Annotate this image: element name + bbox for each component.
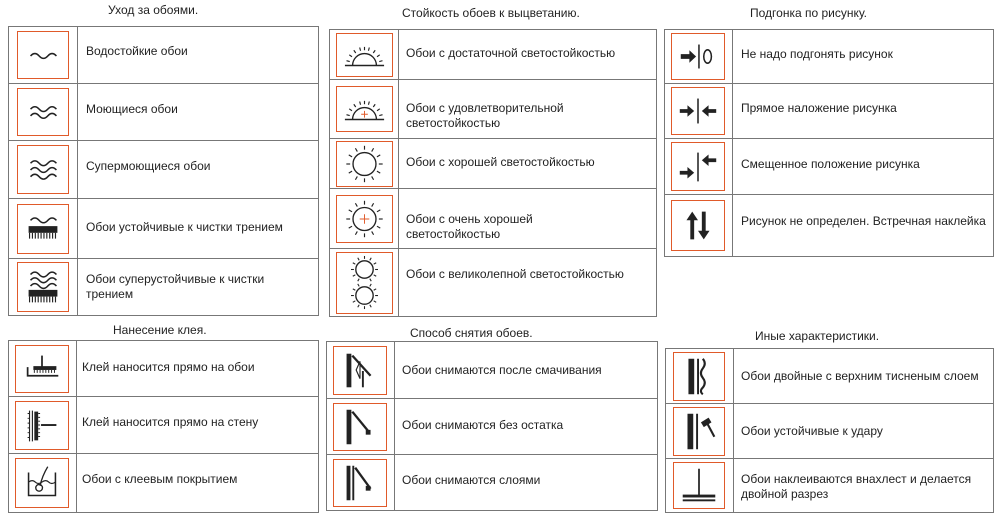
fade-row-4 [330, 189, 656, 249]
arrow-zero-icon [671, 33, 725, 80]
arrows-offset-icon [671, 142, 725, 191]
double-sun-icon [336, 252, 393, 314]
pattern-table [664, 29, 994, 257]
glue-label-2: Клей наносится прямо на стену [82, 415, 259, 429]
glue-row-3 [9, 454, 318, 512]
care-title: Уход за обоями. [108, 3, 199, 17]
care-table [8, 26, 319, 316]
removal-row-2 [327, 399, 657, 455]
pattern-label-4: Рисунок не определен. Встречная наклейка [741, 214, 986, 228]
care-label-5: Обои суперустойчивые к чистки трением [86, 272, 265, 301]
other-row-2 [666, 404, 993, 459]
care-row-5 [9, 259, 318, 315]
removal-title: Способ снятия обоев. [410, 326, 533, 340]
embossed-double-icon [673, 352, 725, 401]
glue-title: Нанесение клея. [113, 323, 207, 337]
half-sun-plus-icon [336, 86, 393, 132]
other-label-3: Обои наклеиваются внахлест и делается двойной разрез [741, 472, 972, 501]
other-title: Иные характеристики. [755, 329, 880, 343]
pattern-label-1: Не надо подгонять рисунок [741, 47, 893, 61]
other-table [665, 348, 994, 513]
pattern-row-4 [665, 195, 993, 256]
pattern-label-3: Смещенное положение рисунка [741, 157, 920, 171]
glue-table [8, 340, 319, 513]
arrows-straight-icon [671, 87, 725, 135]
fade-row-1 [330, 30, 656, 80]
full-sun-plus-icon [336, 195, 393, 243]
double-wave-icon [17, 88, 69, 136]
arrows-up-down-icon [671, 200, 725, 251]
pattern-title: Подгонка по рисунку. [750, 6, 867, 20]
removal-row-1 [327, 342, 657, 399]
care-label-1: Водостойкие обои [86, 44, 188, 58]
pattern-label-2: Прямое наложение рисунка [741, 101, 897, 115]
care-label-4: Обои устойчивые к чистки трением [86, 220, 283, 234]
other-row-1 [666, 349, 993, 404]
fade-label-4: Обои с очень хорошей светостойкостью [406, 212, 533, 241]
other-row-3 [666, 459, 993, 512]
glue-row-2 [9, 397, 318, 454]
glue-label-1: Клей наносится прямо на обои [82, 360, 255, 374]
prepasted-icon [15, 458, 69, 508]
pattern-row-1 [665, 30, 993, 84]
half-sun-icon [336, 33, 393, 77]
fade-title: Стойкость обоев к выцветанию. [402, 6, 580, 20]
peel-layers-icon [333, 459, 387, 507]
removal-label-2: Обои снимаются без остатка [402, 418, 564, 432]
triple-wave-icon [17, 145, 69, 194]
glue-on-wall-icon [15, 401, 69, 450]
fade-row-2 [330, 80, 656, 139]
glue-on-paper-icon [15, 345, 69, 393]
fade-label-1: Обои с достаточной светостойкостью [406, 46, 616, 60]
fade-table [329, 29, 657, 317]
single-wave-icon [17, 31, 69, 79]
wave-brush-icon [17, 204, 69, 254]
triple-wave-brush-icon [17, 262, 69, 312]
fade-row-3 [330, 139, 656, 189]
impact-hammer-icon [673, 407, 725, 456]
peel-clean-icon [333, 403, 387, 451]
removal-label-3: Обои снимаются слоями [402, 473, 541, 487]
care-row-1 [9, 27, 318, 84]
pattern-row-3 [665, 139, 993, 195]
other-label-1: Обои двойные с верхним тисненым слоем [741, 369, 979, 383]
fade-label-5: Обои с великолепной светостойкостью [406, 267, 624, 281]
care-label-2: Моющиеся обои [86, 102, 178, 116]
overlap-cut-icon [673, 462, 725, 509]
peel-wet-icon [333, 346, 387, 395]
glue-label-3: Обои с клеевым покрытием [82, 472, 238, 486]
full-sun-icon [336, 141, 393, 187]
care-row-4 [9, 199, 318, 259]
pattern-row-2 [665, 84, 993, 139]
other-label-2: Обои устойчивые к удару [741, 424, 883, 438]
fade-label-2: Обои с удовлетворительной светостойкостью [406, 101, 564, 130]
removal-table [326, 341, 658, 511]
fade-label-3: Обои с хорошей светостойкостью [406, 155, 595, 169]
removal-label-1: Обои снимаются после смачивания [402, 363, 602, 377]
fade-row-5 [330, 249, 656, 316]
care-label-3: Супермоющиеся обои [86, 159, 211, 173]
care-row-3 [9, 141, 318, 199]
glue-row-1 [9, 341, 318, 397]
removal-row-3 [327, 455, 657, 510]
care-row-2 [9, 84, 318, 141]
